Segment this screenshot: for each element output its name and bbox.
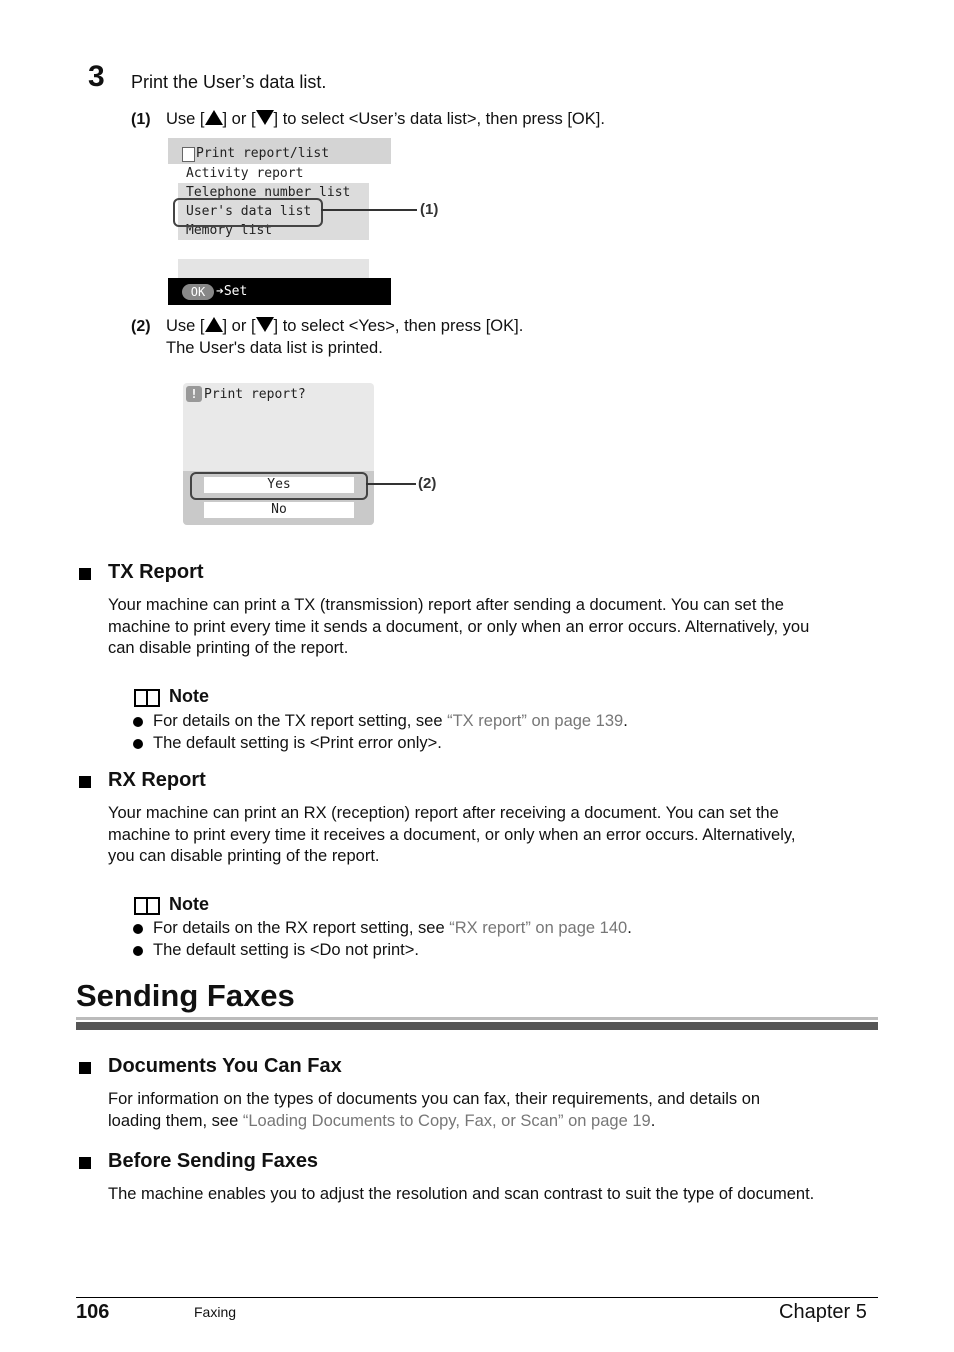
rx-note-label: Note [169,894,209,914]
rx-note-item-1: For details on the RX report setting, see “RX report” on page 140. [153,919,632,937]
tx-report-link[interactable]: “TX report” on page 139 [447,712,624,730]
selection-highlight-1 [173,198,323,227]
heading-rule-dark [76,1022,878,1030]
lcd-dialog-title: Print report? [204,387,306,402]
lcd-menu-item-selected[interactable]: User's data list [178,202,369,221]
rx-note-item-2: The default setting is <Do not print>. [153,941,419,959]
up-arrow-icon [205,110,223,125]
warning-icon: ! [186,386,202,402]
callout-line-1 [321,209,417,211]
rx-report-paragraph: Your machine can print an RX (reception) report after receiving a document. You can set the machine to print every time it receives a document, or only when an error occurs. Alternatively, you can disable printing of the report. [108,804,796,865]
loading-documents-link[interactable]: “Loading Documents to Copy, Fax, or Scan” on page 19 [242,1111,651,1130]
callout-line-2 [366,483,416,485]
down-arrow-icon [256,110,274,125]
note-book-icon [134,897,160,915]
note-book-icon [134,689,160,707]
substep-1-number: (1) [131,111,151,128]
down-arrow-icon [256,317,274,332]
rx-report-link[interactable]: “RX report” on page 140 [449,919,628,937]
section-bullet-icon [79,776,91,788]
ok-key-icon: OK [182,284,214,300]
no-button[interactable]: No [204,502,354,518]
callout-label-1: (1) [420,201,439,218]
substep-2-text [166,317,523,336]
callout-label-2: (2) [418,475,437,492]
footer-chapter: Chapter 5 [779,1301,867,1323]
lcd-empty-row [178,259,369,278]
yes-button[interactable]: Yes [204,477,354,493]
lcd-menu-item[interactable]: Activity report [186,166,304,181]
lcd-header [168,138,391,164]
substep-1-post: ] to select <User’s data list>, then press [OK]. [273,110,605,128]
rx-report-title: RX Report [108,769,206,791]
footer-section: Faxing [194,1304,237,1320]
substep-1-mid: ] or [ [222,110,256,128]
substep-2-number: (2) [131,318,151,335]
step-text: Print the User’s data list. [131,72,327,92]
tx-note-item-2: The default setting is <Print error only>. [153,734,442,752]
page-heading: Sending Faxes [76,978,295,1013]
substep-2-pre: Use [ [166,317,205,335]
substep-2-post: ] to select <Yes>, then press [OK]. [273,317,524,335]
lcd-screen-print-report-confirm [183,383,374,525]
up-arrow-icon [205,317,223,332]
selection-highlight-2 [190,472,368,500]
tx-note-label: Note [169,686,209,706]
section-bullet-icon [79,1062,91,1074]
step-number: 3 [88,60,105,93]
before-sending-title: Before Sending Faxes [108,1150,319,1172]
documents-paragraph: For information on the types of documents you can fax, their requirements, and details on loading them, see “Loading Documents to Copy, Fax, or Scan” on page 19. [108,1090,761,1130]
bullet-dot-icon [133,717,143,727]
document-icon [182,147,195,162]
bullet-dot-icon [133,946,143,956]
substep-1-pre: Use [ [166,110,205,128]
lcd-menu-item[interactable]: Memory list [178,221,369,240]
footer-rule [76,1297,878,1298]
section-bullet-icon [79,568,91,580]
tx-report-title: TX Report [108,561,204,583]
page-number: 106 [76,1301,110,1323]
set-label: ➔Set [216,284,248,299]
tx-note-item-1: For details on the TX report setting, see “TX report” on page 139. [153,712,628,730]
documents-title: Documents You Can Fax [108,1055,342,1077]
lcd-header-title: Print report/list [196,146,330,161]
bullet-dot-icon [133,739,143,749]
bullet-dot-icon [133,924,143,934]
section-bullet-icon [79,1157,91,1169]
tx-report-paragraph: Your machine can print a TX (transmission) report after sending a document. You can set the machine to print every time it sends a document, or only when an error occurs. Alternatively, you can disable printing of the report. [108,596,810,657]
substep-1-text [166,110,605,129]
substep-2-result: The User's data list is printed. [166,339,383,357]
substep-2-mid: ] or [ [222,317,256,335]
before-sending-paragraph: The machine enables you to adjust the resolution and scan contrast to suit the type of document. [108,1185,815,1203]
lcd-ok-bar [168,278,391,305]
heading-rule-light [76,1017,878,1020]
lcd-menu-item[interactable]: Telephone number list [178,183,369,202]
